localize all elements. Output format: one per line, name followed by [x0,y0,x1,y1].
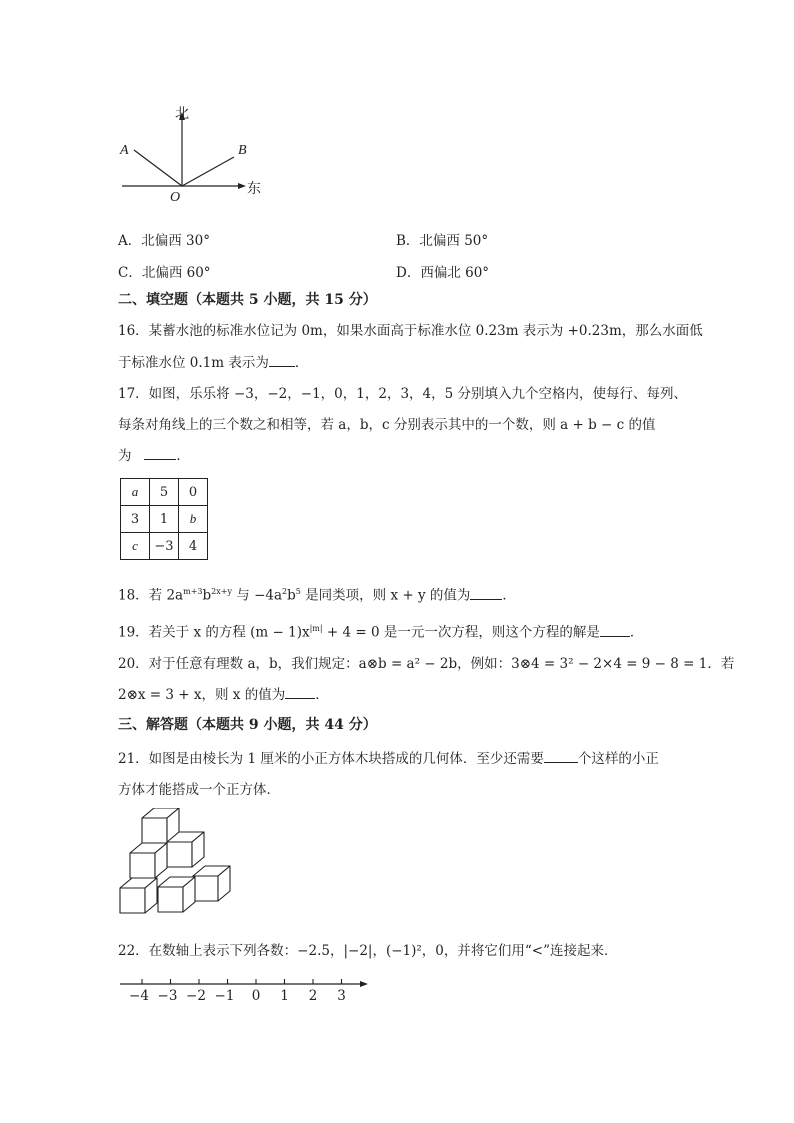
number-line-tick-label: −1 [214,988,235,1004]
q17-text: 为 [118,448,132,464]
q17-line-2: 每条对角线上的三个数之和相等，若 a，b，c 分别表示其中的一个数，则 a + b − c 的值 [118,417,656,433]
q18-exponent: m+3 [183,587,203,596]
q20-line-1: 20．对于任意有理数 a，b，我们规定：a⊗b = a² − 2b，例如：3⊗4 = 3² − 2×4 = 9 − 8 = 1．若 [118,656,735,672]
q20-line-2 [118,686,329,704]
point-a-label: A [120,143,129,158]
q19-blank[interactable] [600,624,630,637]
q21-blank[interactable] [544,750,578,763]
q16-end: ． [294,355,309,371]
q21-line-1 [118,750,659,768]
q18-text: b [202,587,212,604]
q17-blank[interactable] [144,447,176,460]
q18-exponent: 5 [295,587,301,596]
q19-end: ． [629,624,644,641]
grid-cell: 5 [150,479,179,506]
q16-line-2 [118,354,308,372]
number-line-tick-label: 1 [280,988,289,1004]
q20-blank[interactable] [285,686,315,699]
q18-text: b [287,587,296,604]
q18-exponent: 2 [282,587,288,596]
q18-text: 与 −4a [231,587,283,604]
option-c: C．北偏西 60° [118,265,211,281]
number-line-tick-label: −4 [129,988,149,1004]
q21-line-2: 方体才能搭成一个正方体． [118,782,280,798]
point-b-label: B [238,143,247,158]
north-label: 北 [175,106,189,122]
q18-text: 18．若 2a [118,587,184,604]
q20-end: ． [315,687,329,703]
grid-cell: 3 [121,506,150,533]
q18-text: 是同类项，则 x + y 的值为 [300,587,471,604]
number-line-tick-label: −3 [157,988,178,1004]
grid-cell: b [179,506,208,533]
number-line-tick-label: 3 [337,988,346,1004]
section-2-heading: 二、填空题（本题共 5 小题，共 15 分） [118,292,377,308]
grid-cell: 0 [179,479,208,506]
grid-cell: a [121,479,150,506]
grid-cell: 4 [179,533,208,560]
q18-exponent: 2x+y [211,587,232,596]
q19-exponent: |m| [309,624,323,633]
q20-text: 2⊗x = 3 + x，则 x 的值为 [118,687,286,703]
section-3-heading: 三、解答题（本题共 9 小题，共 44 分） [118,717,377,733]
grid-cell: c [121,533,150,560]
q19-line [118,620,643,642]
option-a: A．北偏西 30° [118,233,210,249]
q18-end: ． [502,587,516,604]
number-line-tick-label: 2 [308,988,318,1004]
east-label: 东 [247,181,261,197]
q16-blank[interactable] [269,354,295,367]
cube-stack-figure [115,808,240,923]
option-d: D．西偏北 60° [396,265,490,281]
q16-line-1: 16．某蓄水池的标准水位记为 0m，如果水面高于标准水位 0.23m 表示为 +0.23m，那么水面低 [118,323,703,339]
magic-square-grid [120,478,208,560]
q18-blank[interactable] [470,587,502,600]
grid-cell: −3 [150,533,179,560]
point-o-label: O [170,190,181,205]
option-b: B．北偏西 50° [396,233,489,249]
q17-line-3 [118,447,190,465]
number-line-tick-label: 0 [251,988,261,1004]
q22-line: 22．在数轴上表示下列各数：−2.5，|−2|，(−1)²，0，并将它们用“<”连接起来． [118,943,618,959]
q19-text: 19．若关于 x 的方程 (m − 1)x [118,624,310,641]
number-line-tick-label: −2 [186,988,206,1004]
q18-line [118,583,516,605]
q21-text: 21．如图是由棱长为 1 厘米的小正方体木块搭成的几何体．至少还需要 [118,751,544,767]
grid-cell: 1 [150,506,179,533]
q16-text: 于标准水位 0.1m 表示为 [118,355,269,371]
q17-end: ． [176,448,190,464]
q19-text: + 4 = 0 是一元一次方程，则这个方程的解是 [322,624,600,641]
q17-line-1: 17．如图，乐乐将 −3，−2，−1，0，1，2，3，4，5 分别填入九个空格内，使每行、每列、 [118,386,687,402]
q21-text: 个这样的小正 [577,751,659,767]
